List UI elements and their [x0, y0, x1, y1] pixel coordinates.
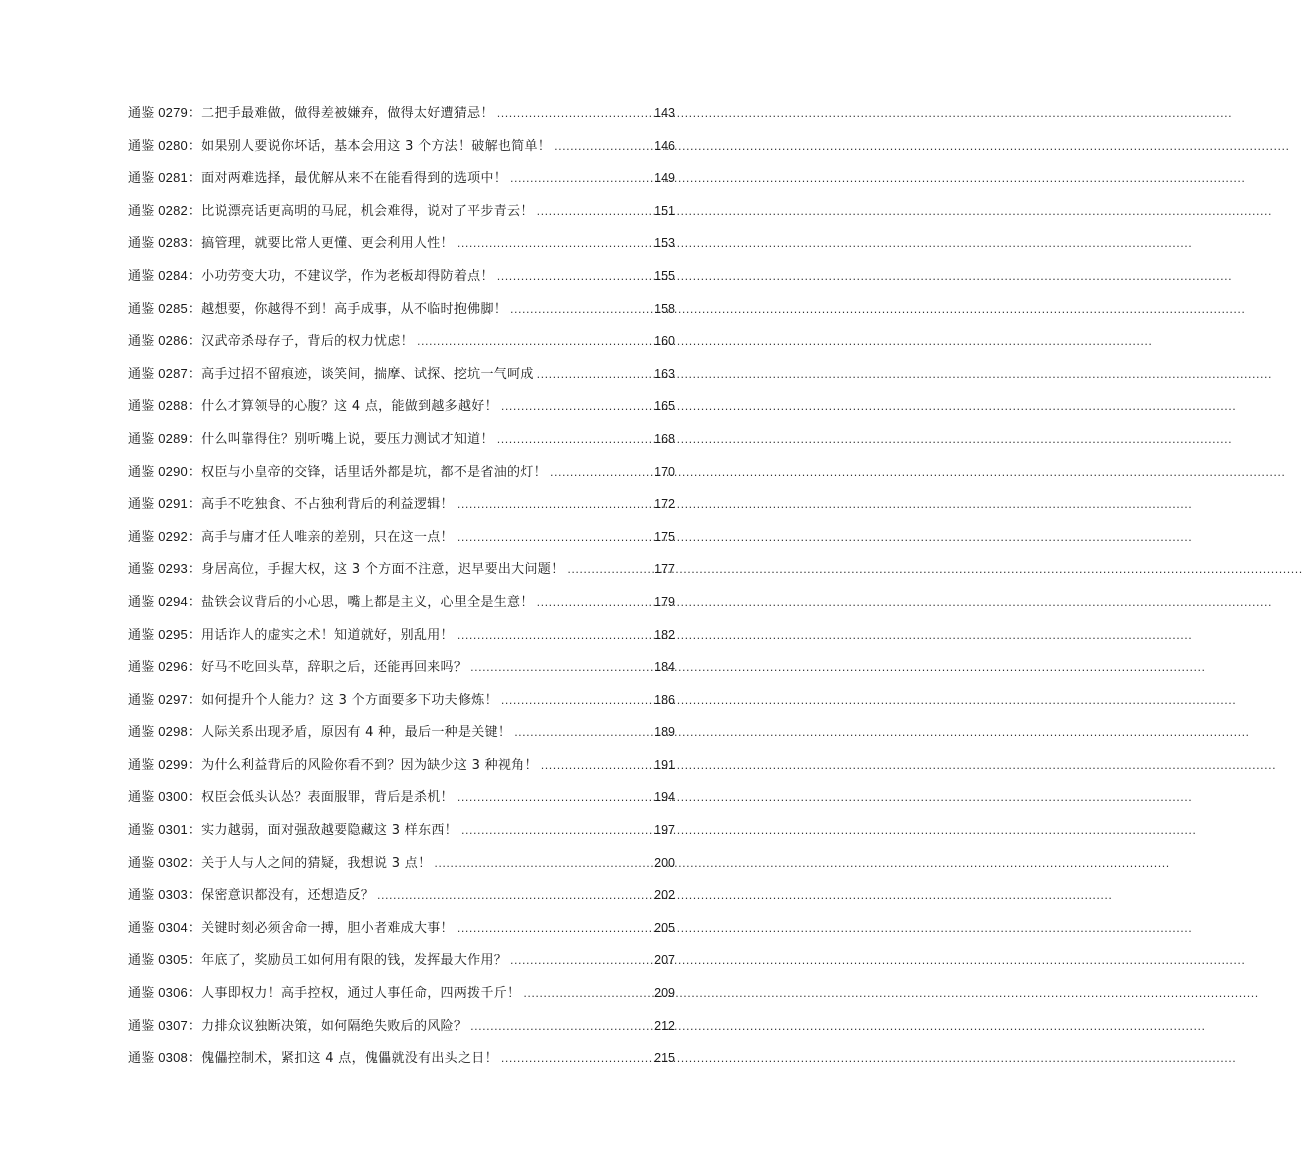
toc-entry-title: 关键时刻必须舍命一搏，胆小者难成大事！: [201, 920, 454, 936]
toc-entry[interactable]: [128, 718, 675, 751]
dot-leader: [497, 263, 652, 291]
toc-entry-title: 身居高位，手握大权，这 3 个方面不注意，迟早要出大问题！: [201, 562, 565, 578]
toc-entry-title: 如何提升个人能力？这 3 个方面要多下功夫修炼！: [201, 692, 498, 708]
toc-entry-page-number: 200: [654, 855, 675, 870]
toc-entry-page-number: 184: [654, 660, 675, 675]
toc-entry-label: 通鉴 0279：: [128, 105, 202, 120]
dot-leader: [537, 198, 652, 226]
toc-entry-label: 通鉴 0293：: [128, 561, 202, 577]
toc-entry-page-number: 179: [654, 594, 675, 609]
dot-leader: [457, 524, 652, 552]
toc-entry-page-number: 143: [654, 106, 675, 120]
toc-entry-title: 越想要，你越得不到！高手成事，从不临时抱佛脚！: [201, 301, 508, 317]
toc-entry-label: 通鉴 0305：: [128, 952, 202, 968]
toc-entry-page-number: 170: [654, 464, 675, 479]
toc-entry-page-number: 175: [654, 529, 675, 544]
toc-entry-label: 通鉴 0306：: [128, 985, 202, 1001]
toc-entry-title: 保密意识都没有，还想造反？: [201, 888, 375, 904]
toc-entry[interactable]: [128, 816, 675, 849]
dot-leader: [417, 328, 652, 356]
toc-entry-title: 高手不吃独食、不占独利背后的利益逻辑！: [201, 497, 454, 513]
toc-entry-label: 通鉴 0297：: [128, 691, 202, 707]
toc-entry-label: 通鉴 0280：: [128, 137, 202, 153]
toc-entry-page-number: 212: [654, 1018, 675, 1033]
toc-entry-page-number: 194: [654, 790, 675, 805]
toc-entry-label: 通鉴 0296：: [128, 659, 202, 675]
toc-entry-title: 实力越弱，面对强敌越要隐藏这 3 样东西！: [201, 823, 458, 839]
toc-entry-page-number: 202: [654, 888, 675, 903]
toc-entry[interactable]: [128, 849, 675, 882]
toc-entry[interactable]: [128, 458, 675, 491]
toc-entry-page-number: 197: [654, 823, 675, 838]
toc-entry-title: 权臣与小皇帝的交锋，话里话外都是坑，都不是省油的灯！: [201, 464, 547, 480]
toc-entry-page-number: 215: [654, 1051, 675, 1066]
dot-leader: [457, 622, 652, 650]
toc-entry[interactable]: [128, 229, 675, 262]
toc-entry[interactable]: [128, 490, 675, 523]
toc-entry-page-number: 165: [654, 399, 675, 414]
dot-leader: [501, 393, 652, 421]
toc-entry-page-number: 207: [654, 953, 675, 968]
toc-entry[interactable]: [128, 164, 675, 197]
toc-entry[interactable]: [128, 197, 675, 230]
dot-leader: [457, 230, 652, 258]
toc-entry[interactable]: [128, 262, 675, 295]
toc-entry-label: 通鉴 0290：: [128, 463, 202, 479]
dot-leader: [510, 165, 652, 193]
toc-entry-label: 通鉴 0299：: [128, 756, 202, 772]
dot-leader: [461, 817, 652, 845]
toc-entry-label: 通鉴 0285：: [128, 300, 202, 316]
toc-entry-label: 通鉴 0304：: [128, 919, 202, 935]
toc-entry-page-number: 205: [654, 920, 675, 935]
toc-entry-label: 通鉴 0284：: [128, 267, 202, 283]
toc-entry-page-number: 209: [654, 986, 675, 1001]
toc-entry[interactable]: [128, 327, 675, 360]
toc-entry-title: 权臣会低头认怂？表面服罪，背后是杀机！: [201, 790, 454, 806]
toc-entry-title: 好马不吃回头草，辞职之后，还能再回来吗？: [201, 660, 468, 676]
toc-entry-title: 小功劳变大功，不建议学，作为老板却得防着点！: [201, 268, 494, 284]
toc-entry-label: 通鉴 0303：: [128, 887, 202, 903]
toc-entry-page-number: 186: [654, 692, 675, 707]
toc-entry-label: 通鉴 0292：: [128, 528, 202, 544]
toc-entry-label: 通鉴 0288：: [128, 398, 202, 414]
toc-entry-label: 通鉴 0282：: [128, 202, 202, 218]
dot-leader: [523, 980, 652, 1008]
toc-entry-page-number: 146: [654, 138, 675, 153]
toc-entry-label: 通鉴 0294：: [128, 593, 202, 609]
toc-entry-title: 盐铁会议背后的小心思，嘴上都是主义，心里全是生意！: [201, 594, 534, 610]
toc-entry[interactable]: [128, 783, 675, 816]
toc-entry-title: 年底了，奖励员工如何用有限的钱，发挥最大作用？: [201, 953, 508, 969]
dot-leader: [457, 915, 652, 943]
toc-entry-label: 通鉴 0295：: [128, 626, 202, 642]
toc-entry-label: 通鉴 0283：: [128, 235, 202, 251]
toc-entry-title: 高手与庸才任人唯亲的差别，只在这一点！: [201, 529, 454, 545]
toc-entry-page-number: 155: [654, 268, 675, 283]
toc-entry-page-number: 149: [654, 171, 675, 186]
dot-leader: [497, 426, 652, 454]
toc-entry[interactable]: [128, 523, 675, 556]
toc-entry-label: 通鉴 0298：: [128, 724, 202, 740]
toc-entry-page-number: 160: [654, 334, 675, 349]
toc-entry[interactable]: [128, 1044, 675, 1077]
dot-leader: [377, 882, 652, 910]
dot-leader: [470, 1013, 652, 1041]
toc-entry-title: 比说漂亮话更高明的马屁，机会难得，说对了平步青云！: [201, 203, 534, 219]
dot-leader: [567, 556, 652, 584]
toc-entry[interactable]: [128, 1012, 675, 1045]
toc-entry-page-number: 189: [654, 725, 675, 740]
toc-entry-page-number: 153: [654, 236, 675, 251]
toc-entry[interactable]: [128, 99, 675, 132]
toc-entry-label: 通鉴 0308：: [128, 1050, 202, 1066]
toc-entry-page-number: 172: [654, 497, 675, 512]
toc-entry-label: 通鉴 0301：: [128, 822, 202, 838]
toc-entry-page-number: 191: [654, 757, 675, 772]
toc-entry[interactable]: [128, 686, 675, 719]
dot-leader: [510, 296, 652, 324]
toc-entry[interactable]: [128, 555, 675, 588]
toc-entry[interactable]: [128, 751, 675, 784]
toc-entry[interactable]: [128, 881, 675, 914]
dot-leader: [501, 687, 652, 715]
toc-entry[interactable]: [128, 946, 675, 979]
toc-entry-label: 通鉴 0287：: [128, 365, 202, 381]
toc-entry-title: 力排众议独断决策，如何隔绝失败后的风险？: [201, 1018, 468, 1034]
toc-entry-title: 什么叫靠得住？别听嘴上说，要压力测试才知道！: [201, 431, 494, 447]
toc-entry-title: 面对两难选择，最优解从来不在能看得到的选项中！: [201, 171, 508, 187]
toc-entry[interactable]: [128, 621, 675, 654]
toc-entry[interactable]: [128, 425, 675, 458]
toc-entry-label: 通鉴 0281：: [128, 170, 202, 186]
toc-entry-title: 人际关系出现矛盾，原因有 4 种，最后一种是关键！: [201, 725, 512, 741]
toc-entry[interactable]: [128, 360, 675, 393]
toc-entry-title: 二把手最难做，做得差被嫌弃，做得太好遭猜忌！: [201, 106, 494, 121]
table-of-contents: [128, 99, 675, 1077]
dot-leader: [514, 719, 652, 747]
toc-entry-page-number: 177: [654, 562, 675, 577]
dot-leader: [457, 491, 652, 519]
dot-leader: [541, 752, 652, 780]
dot-leader: [501, 1045, 652, 1073]
toc-entry-title: 汉武帝杀母存子，背后的权力忧虑！: [201, 334, 414, 350]
toc-entry-title: 如果别人要说你坏话，基本会用这 3 个方法！破解也简单！: [201, 138, 552, 154]
toc-entry-label: 通鉴 0300：: [128, 789, 202, 805]
toc-entry-page-number: 158: [654, 301, 675, 316]
dot-leader: [550, 459, 652, 487]
toc-entry-page-number: 163: [654, 366, 675, 381]
toc-entry-title: 为什么利益背后的风险你看不到？因为缺少这 3 种视角！: [201, 757, 538, 773]
toc-entry-label: 通鉴 0289：: [128, 430, 202, 446]
toc-entry-title: 搞管理，就要比常人更懂、更会利用人性！: [201, 236, 454, 252]
dot-leader: [554, 133, 652, 161]
toc-entry[interactable]: [128, 392, 675, 425]
dot-leader: [470, 654, 652, 682]
toc-entry-label: 通鉴 0307：: [128, 1017, 202, 1033]
toc-entry-page-number: 182: [654, 627, 675, 642]
dot-leader: [434, 850, 652, 878]
toc-entry-page-number: 168: [654, 431, 675, 446]
toc-entry-label: 通鉴 0291：: [128, 496, 202, 512]
dot-leader: [537, 589, 652, 617]
dot-leader: [510, 947, 652, 975]
toc-entry[interactable]: [128, 979, 675, 1012]
toc-entry-label: 通鉴 0302：: [128, 854, 202, 870]
toc-entry[interactable]: [128, 914, 675, 947]
toc-entry-title: 高手过招不留痕迹，谈笑间，揣摩、试探、挖坑一气呵成: [201, 366, 534, 382]
toc-entry-title: 人事即权力！高手控权，通过人事任命，四两拨千斤！: [201, 986, 521, 1002]
dot-leader: [497, 100, 652, 128]
toc-entry[interactable]: [128, 653, 675, 686]
toc-entry-title: 什么才算领导的心腹？这 4 点，能做到越多越好！: [201, 399, 498, 415]
dot-leader: [537, 361, 652, 389]
toc-entry[interactable]: [128, 588, 675, 621]
toc-entry-title: 傀儡控制术，紧扣这 4 点，傀儡就没有出头之日！: [201, 1051, 498, 1067]
toc-entry-label: 通鉴 0286：: [128, 333, 202, 349]
toc-entry-title: 关于人与人之间的猜疑，我想说 3 点！: [201, 855, 432, 871]
dot-leader: [457, 784, 652, 812]
toc-entry[interactable]: [128, 295, 675, 328]
toc-entry-title: 用话诈人的虚实之术！知道就好，别乱用！: [201, 627, 454, 643]
toc-entry-page-number: 151: [654, 203, 675, 218]
toc-entry[interactable]: [128, 132, 675, 165]
